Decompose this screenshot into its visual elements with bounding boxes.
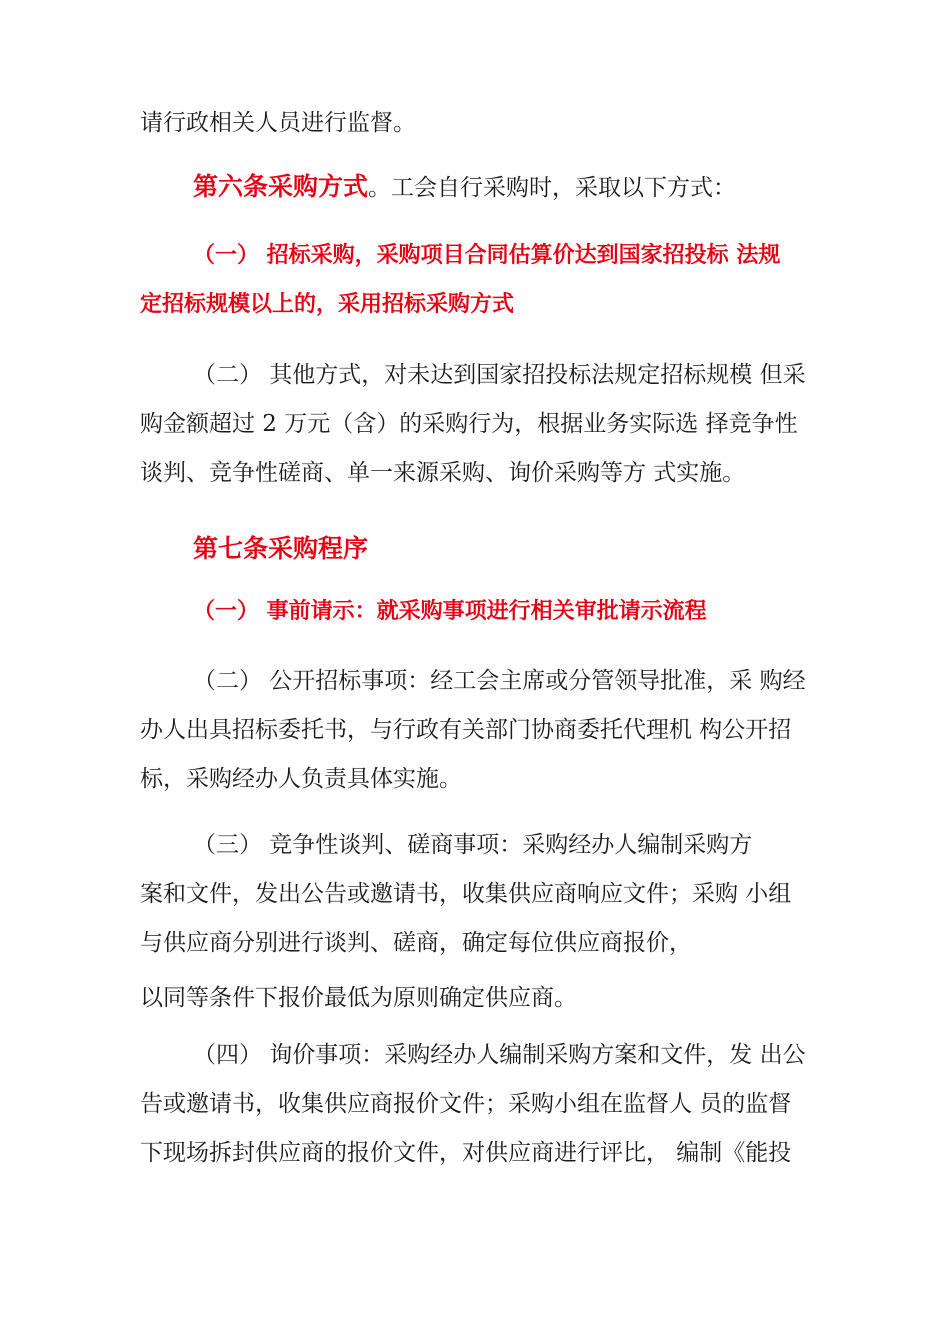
article-7-item-3-line-1: （三） 竞争性谈判、磋商事项：采购经办人编制采购方: [193, 832, 753, 858]
article-6-item-2-line-1: （二） 其他方式，对未达到国家招投标法规定招标规模 但采: [193, 362, 806, 388]
article-7-item-3-line-3: 与供应商分别进行谈判、磋商，确定每位供应商报价，: [140, 930, 692, 956]
article-6-item-1-line-1: （一） 招标采购，采购项目合同估算价达到国家招投标 法规: [193, 243, 781, 268]
article-7-item-2-line-1: （二） 公开招标事项：经工会主席或分管领导批准，采 购经: [193, 668, 806, 694]
article-7-item-4-line-2: 告或邀请书，收集供应商报价文件；采购小组在监督人 员的监督: [140, 1091, 792, 1117]
article-7-heading: 第七条采购程序: [193, 534, 369, 563]
article-7-item-4-line-3: 下现场拆封供应商的报价文件，对供应商进行评比， 编制《能投: [140, 1140, 792, 1166]
intro-tail-line: 请行政相关人员进行监督。: [140, 110, 416, 136]
article-7-item-3-line-4: 以同等条件下报价最低为原则确定供应商。: [140, 985, 577, 1011]
article-6-item-2-line-2: 购金额超过 2 万元（含）的采购行为，根据业务实际选 择竞争性: [140, 411, 798, 437]
article-7-item-3-line-2: 案和文件，发出公告或邀请书，收集供应商响应文件；采购 小组: [140, 881, 792, 907]
article-6-heading: 第六条采购方式: [193, 172, 369, 201]
article-7-item-1: （一） 事前请示：就采购事项进行相关审批请示流程: [193, 599, 707, 624]
article-6-heading-tail: 。工会自行采购时，采取以下方式：: [368, 175, 737, 201]
article-6-heading-line: [193, 172, 736, 203]
article-6-item-2-line-3: 谈判、竞争性磋商、单一来源采购、询价采购等方 式实施。: [140, 460, 746, 486]
article-7-item-4-line-1: （四） 询价事项：采购经办人编制采购方案和文件，发 出公: [193, 1042, 806, 1068]
article-6-item-1-line-2: 定招标规模以上的，采用招标采购方式: [140, 292, 515, 317]
article-7-item-2-line-2: 办人出具招标委托书，与行政有关部门协商委托代理机 构公开招: [140, 717, 792, 743]
article-7-item-2-line-3: 标，采购经办人负责具体实施。: [140, 766, 462, 792]
